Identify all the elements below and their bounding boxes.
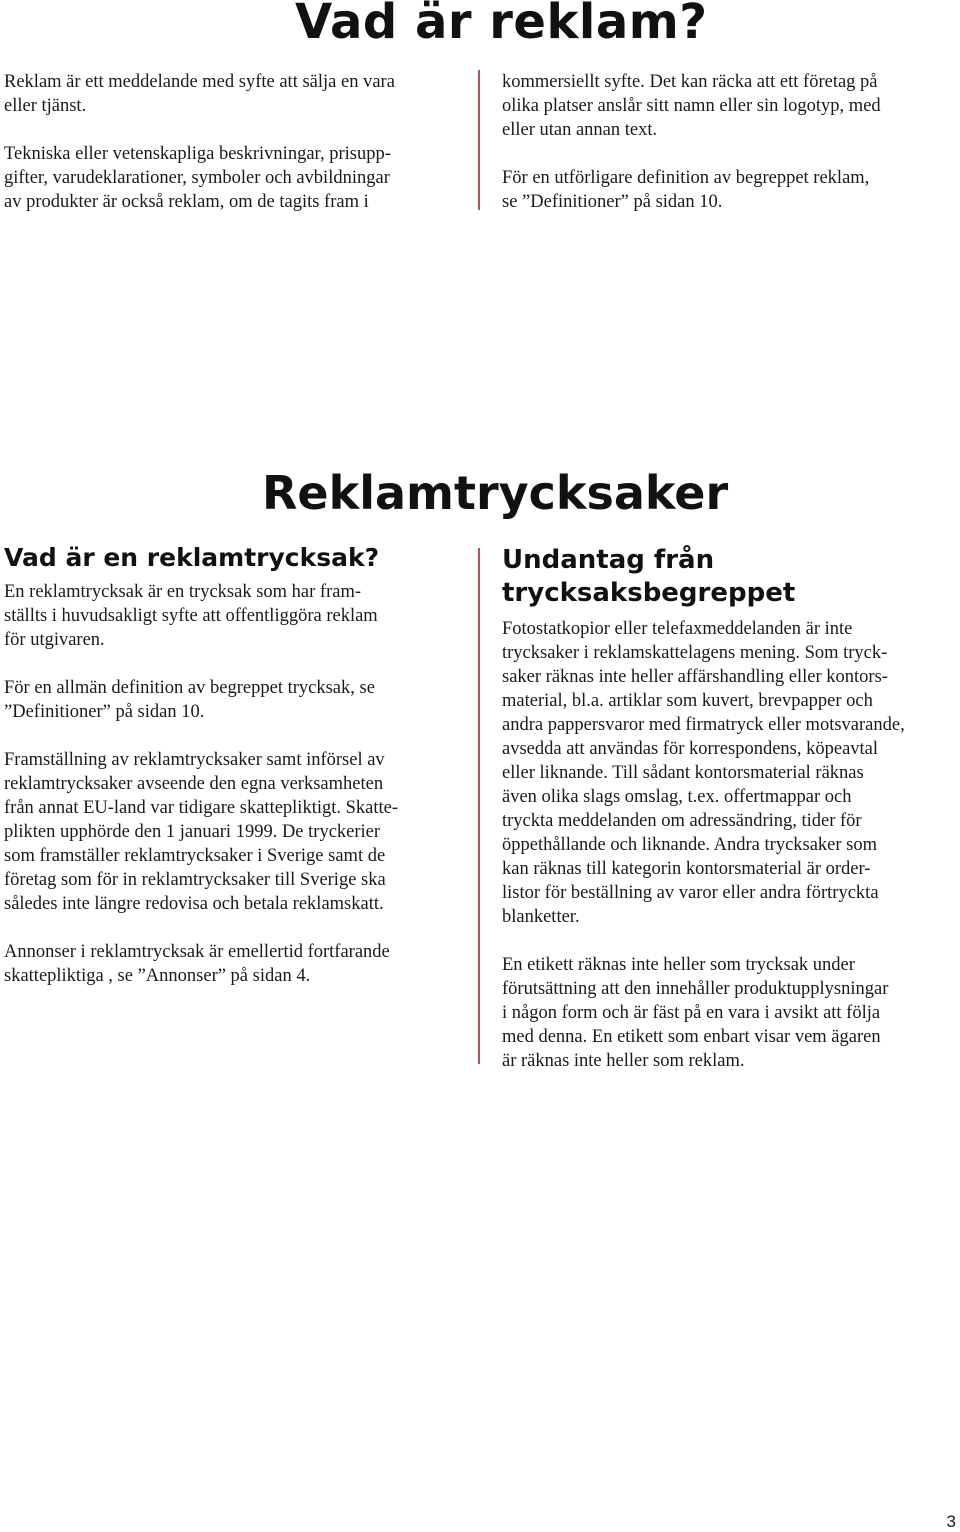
paragraph: Framställning av reklamtrycksaker samt införsel av reklamtrycksaker avseende den egna verksamheten från annat EU-land var tidigare skattepliktigt. Skatte- plikten upphörde den 1 januari 1999. De tryckerier som framställer reklamtrycksaker i Sverige samt de företag som för in reklamtrycksaker till Sverige ska således inte längre redovisa och betala reklamskatt. bbox=[4, 750, 399, 914]
intro-right-column bbox=[502, 70, 952, 238]
paragraph: En etikett räknas inte heller som trycksak under förutsättning att den innehåller produktupplysningar i någon form och är fäst på en vara i avsikt att följa med denna. En etikett som enbart visar vem ägaren är räknas inte heller som reklam. bbox=[502, 955, 889, 1071]
page-title: Vad är reklam? bbox=[295, 0, 708, 50]
page-number: 3 bbox=[946, 1512, 956, 1531]
paragraph: För en utförligare definition av begreppet reklam, se ”Definitioner” på sidan 10. bbox=[502, 168, 870, 212]
subheading-line: trycksaksbegreppet bbox=[502, 578, 796, 608]
section-right-column bbox=[502, 544, 957, 1097]
paragraph: En reklamtrycksak är en trycksak som har fram- ställts i huvudsakligt syfte att offentliggöra reklam för utgivaren. bbox=[4, 582, 378, 650]
paragraph: kommersiellt syfte. Det kan räcka att ett företag på olika platser anslår sitt namn eller sin logotyp, med eller utan annan text. bbox=[502, 72, 881, 140]
paragraph: För en allmän definition av begreppet trycksak, se ”Definitioner” på sidan 10. bbox=[4, 678, 375, 722]
paragraph: Reklam är ett meddelande med syfte att sälja en vara eller tjänst. bbox=[4, 72, 395, 116]
paragraph: Annonser i reklamtrycksak är emellertid fortfarande skattepliktiga , se ”Annonser” på sidan 4. bbox=[4, 942, 390, 986]
column-divider bbox=[478, 70, 480, 210]
paragraph: Tekniska eller vetenskapliga beskrivningar, prisupp- gifter, varudeklarationer, symboler och avbildningar av produkter är också reklam, om de tagits fram i bbox=[4, 144, 391, 212]
section-title: Reklamtrycksaker bbox=[262, 466, 729, 520]
subheading bbox=[502, 544, 957, 610]
intro-left-column bbox=[4, 70, 464, 238]
paragraph: Fotostatkopior eller telefaxmeddelanden är inte trycksaker i reklamskattelagens mening. Som tryck- saker räknas inte heller affärshandling eller kontors- material, bl.a. artiklar som kuvert, brevpapper och andra pappersvaror med firmatryck eller motsvarande, avsedda att användas för korrespondens, köpeavtal eller liknande. Till sådant kontorsmaterial räknas även olika slags omslag, t.ex. offertmappar och tryckta meddelanden om adressändring, tider för öppethållande och liknande. Andra trycksaker som kan räknas till kategorin kontorsmaterial är order- listor för beställning av varor eller andra förtryckta blanketter. bbox=[502, 619, 905, 927]
subheading-line: Undantag från bbox=[502, 545, 715, 575]
section-left-column bbox=[4, 542, 464, 1012]
column-divider bbox=[478, 548, 480, 1064]
subheading: Vad är en reklamtrycksak? bbox=[4, 543, 380, 572]
